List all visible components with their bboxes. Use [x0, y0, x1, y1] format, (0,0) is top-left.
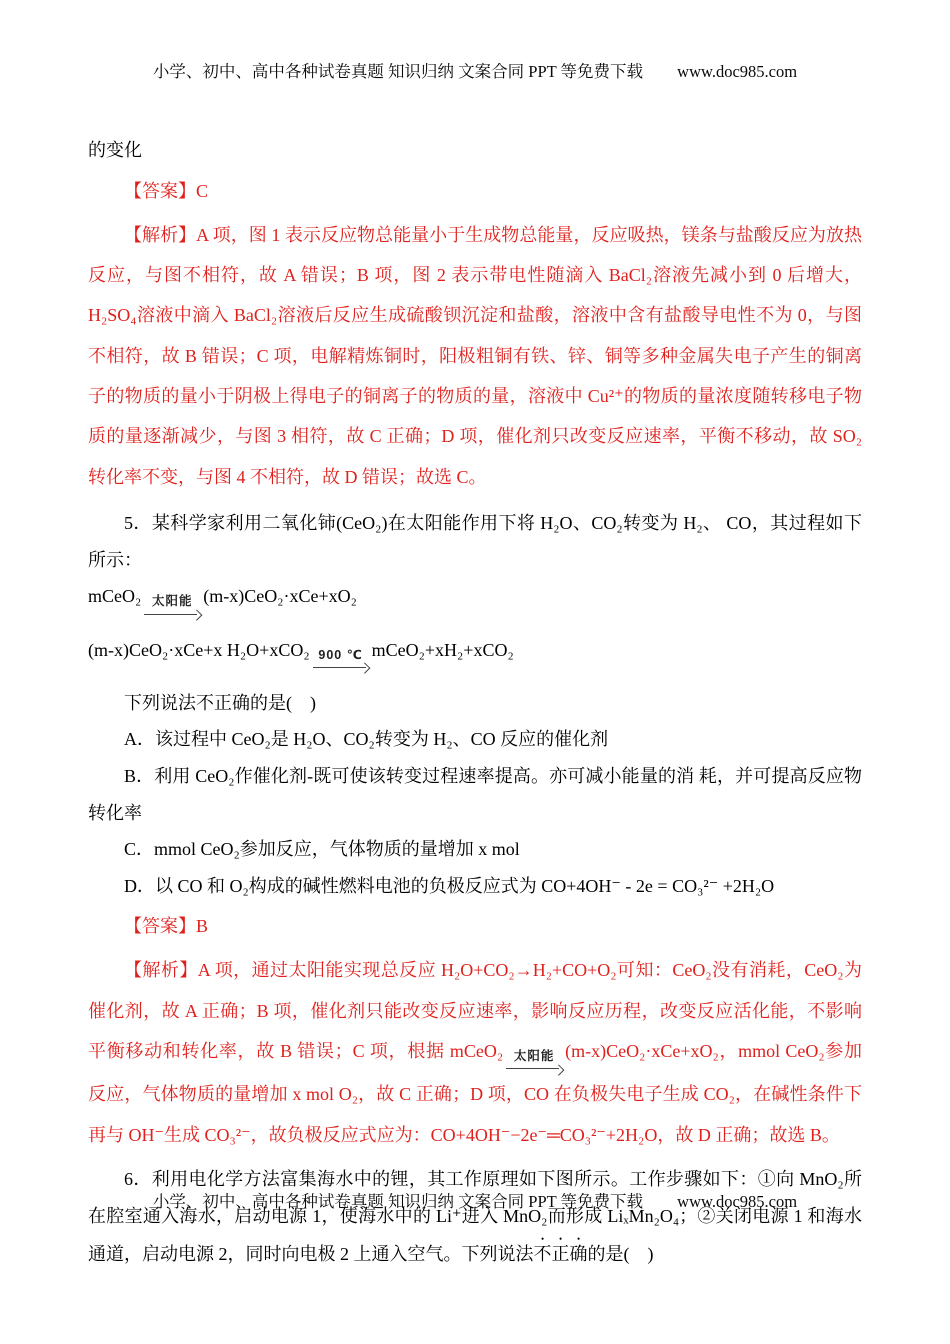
q5-analysis — [88, 950, 862, 1155]
equation-1-rhs: (m-x)CeO₂·xCe+xO₂ — [203, 586, 357, 607]
q4-continuation-text: 的变化 — [88, 140, 142, 160]
right-arrow-icon — [144, 610, 200, 620]
right-arrow-icon — [506, 1064, 562, 1074]
page-footer — [0, 1188, 950, 1212]
reaction-condition-label: 太阳能 — [513, 1049, 555, 1064]
q6-text-post: 的是( ) — [587, 1244, 654, 1265]
q5-analysis-part-1: 【解析】A 项，通过太阳能实现总反应 H₂O+CO₂→H₂+CO+O₂可知：CeO₂没有消耗，CeO₂为催化剂，故 A 正确；B 项，催化剂只能改变反应速率，影响反应历程，改变反应活化能，不影响平衡移动和转化率，故 B 错误；C 项，根据 mCeO₂ — [88, 960, 862, 1062]
header-url-text: www.doc985.com — [677, 62, 798, 81]
q6-question-stem — [88, 1161, 862, 1273]
reaction-condition-label: 900 ℃ — [318, 647, 363, 662]
header-banner-text: 小学、初中、高中各种试卷真题 知识归纳 文案合同 PPT 等免费下载 — [152, 62, 644, 81]
q5-analysis-part-2: (m-x)CeO₂·xCe+xO₂，mmol CeO₂参加反应，气体物质的量增加 x mol O₂，故 C 正确；D 项，CO 在负极失电子生成 CO₂，在碱性条件下再与 OH⁻生成 CO₃²⁻，故负极反应式应为：CO+4OH⁻−2e⁻═CO₃²⁻+2H₂O，故 D 正确；故选 B。 — [88, 1041, 862, 1145]
q5-option-b: B．利用 CeO₂作催化剂-既可使该转变过程速率提高。亦可减小能量的消 耗，并可提高反应物转化率 — [88, 765, 862, 823]
q5-option-a: A．该过程中 CeO₂是 H₂O、CO₂转变为 H₂、CO 反应的催化剂 — [124, 729, 609, 750]
q5-equation-2 — [88, 640, 862, 673]
q5-question-intro: 5．某科学家利用二氧化铈(CeO₂)在太阳能作用下将 H₂O、CO₂转变为 H₂、 CO，其过程如下所示： — [88, 513, 862, 570]
q4-answer: 【答案】C — [124, 180, 209, 201]
equation-1-lhs: mCeO₂ — [88, 586, 142, 607]
q4-analysis: 【解析】A 项，图 1 表示反应物总能量小于生成物总能量，反应吸热，镁条与盐酸反应为放热反应，与图不相符，故 A 错误；B 项，图 2 表示带电性随滴入 BaCl₂溶液先减小到 0 后增大，H₂SO₄溶液中滴入 BaCl₂溶液后反应生成硫酸钡沉淀和盐酸，溶液中含有盐酸导电性不为 0，与图不相符，故 B 错误；C 项，电解精炼铜时，阳极粗铜有铁、锌、铜等多种金属失电子产生的铜离子的物质的量小于阴极上得电子的铜离子的物质的量，溶液中 Cu²⁺的物质的量浓度随转移电子物质的量逐渐减少，与图 3 相符，故 C 正确；D 项，催化剂只改变反应速率，平衡不移动，故 SO₂转化率不变，与图 4 不相符，故 D 错误；故选 C。 — [88, 224, 862, 487]
q5-answer: 【答案】B — [124, 916, 209, 937]
page-header — [88, 58, 862, 82]
q5-equation-1 — [88, 586, 862, 619]
reaction-arrow-1 — [144, 594, 200, 619]
reaction-arrow-2 — [313, 648, 369, 673]
q6-text-pre: 6．利用电化学方法富集海水中的锂，其工作原理如下图所示。工作步骤如下：①向 MnO₂所在腔室通入海水，启动电源 1，使海水中的 Li⁺进入 MnO₂而形成 LiₓMn₂O₄；②关闭电源 1 和海水通道，启动电源 2，同时向电极 2 上通入空气。下列说法 — [88, 1169, 862, 1265]
footer-banner-text: 小学、初中、高中各种试卷真题 知识归纳 文案合同 PPT 等免费下载 — [152, 1192, 644, 1211]
q5-option-c: C．mmol CeO₂参加反应，气体物质的量增加 x mol — [124, 839, 520, 860]
q5-option-d: D．以 CO 和 O₂构成的碱性燃料电池的负极反应式为 CO+4OH⁻ - 2e = CO₃²⁻ +2H₂O — [124, 875, 775, 896]
equation-2-lhs: (m-x)CeO₂·xCe+x H₂O+xCO₂ — [88, 639, 310, 660]
reaction-condition-label: 太阳能 — [152, 594, 193, 609]
q5-question-stem: 下列说法不正确的是( ) — [124, 692, 316, 713]
equation-2-rhs: mCeO₂+xH₂+xCO₂ — [371, 639, 514, 660]
q6-emphasized-text: 不正确 — [533, 1244, 588, 1265]
right-arrow-icon — [313, 663, 369, 673]
footer-url-text: www.doc985.com — [677, 1192, 798, 1211]
reaction-arrow-inline — [506, 1049, 562, 1074]
